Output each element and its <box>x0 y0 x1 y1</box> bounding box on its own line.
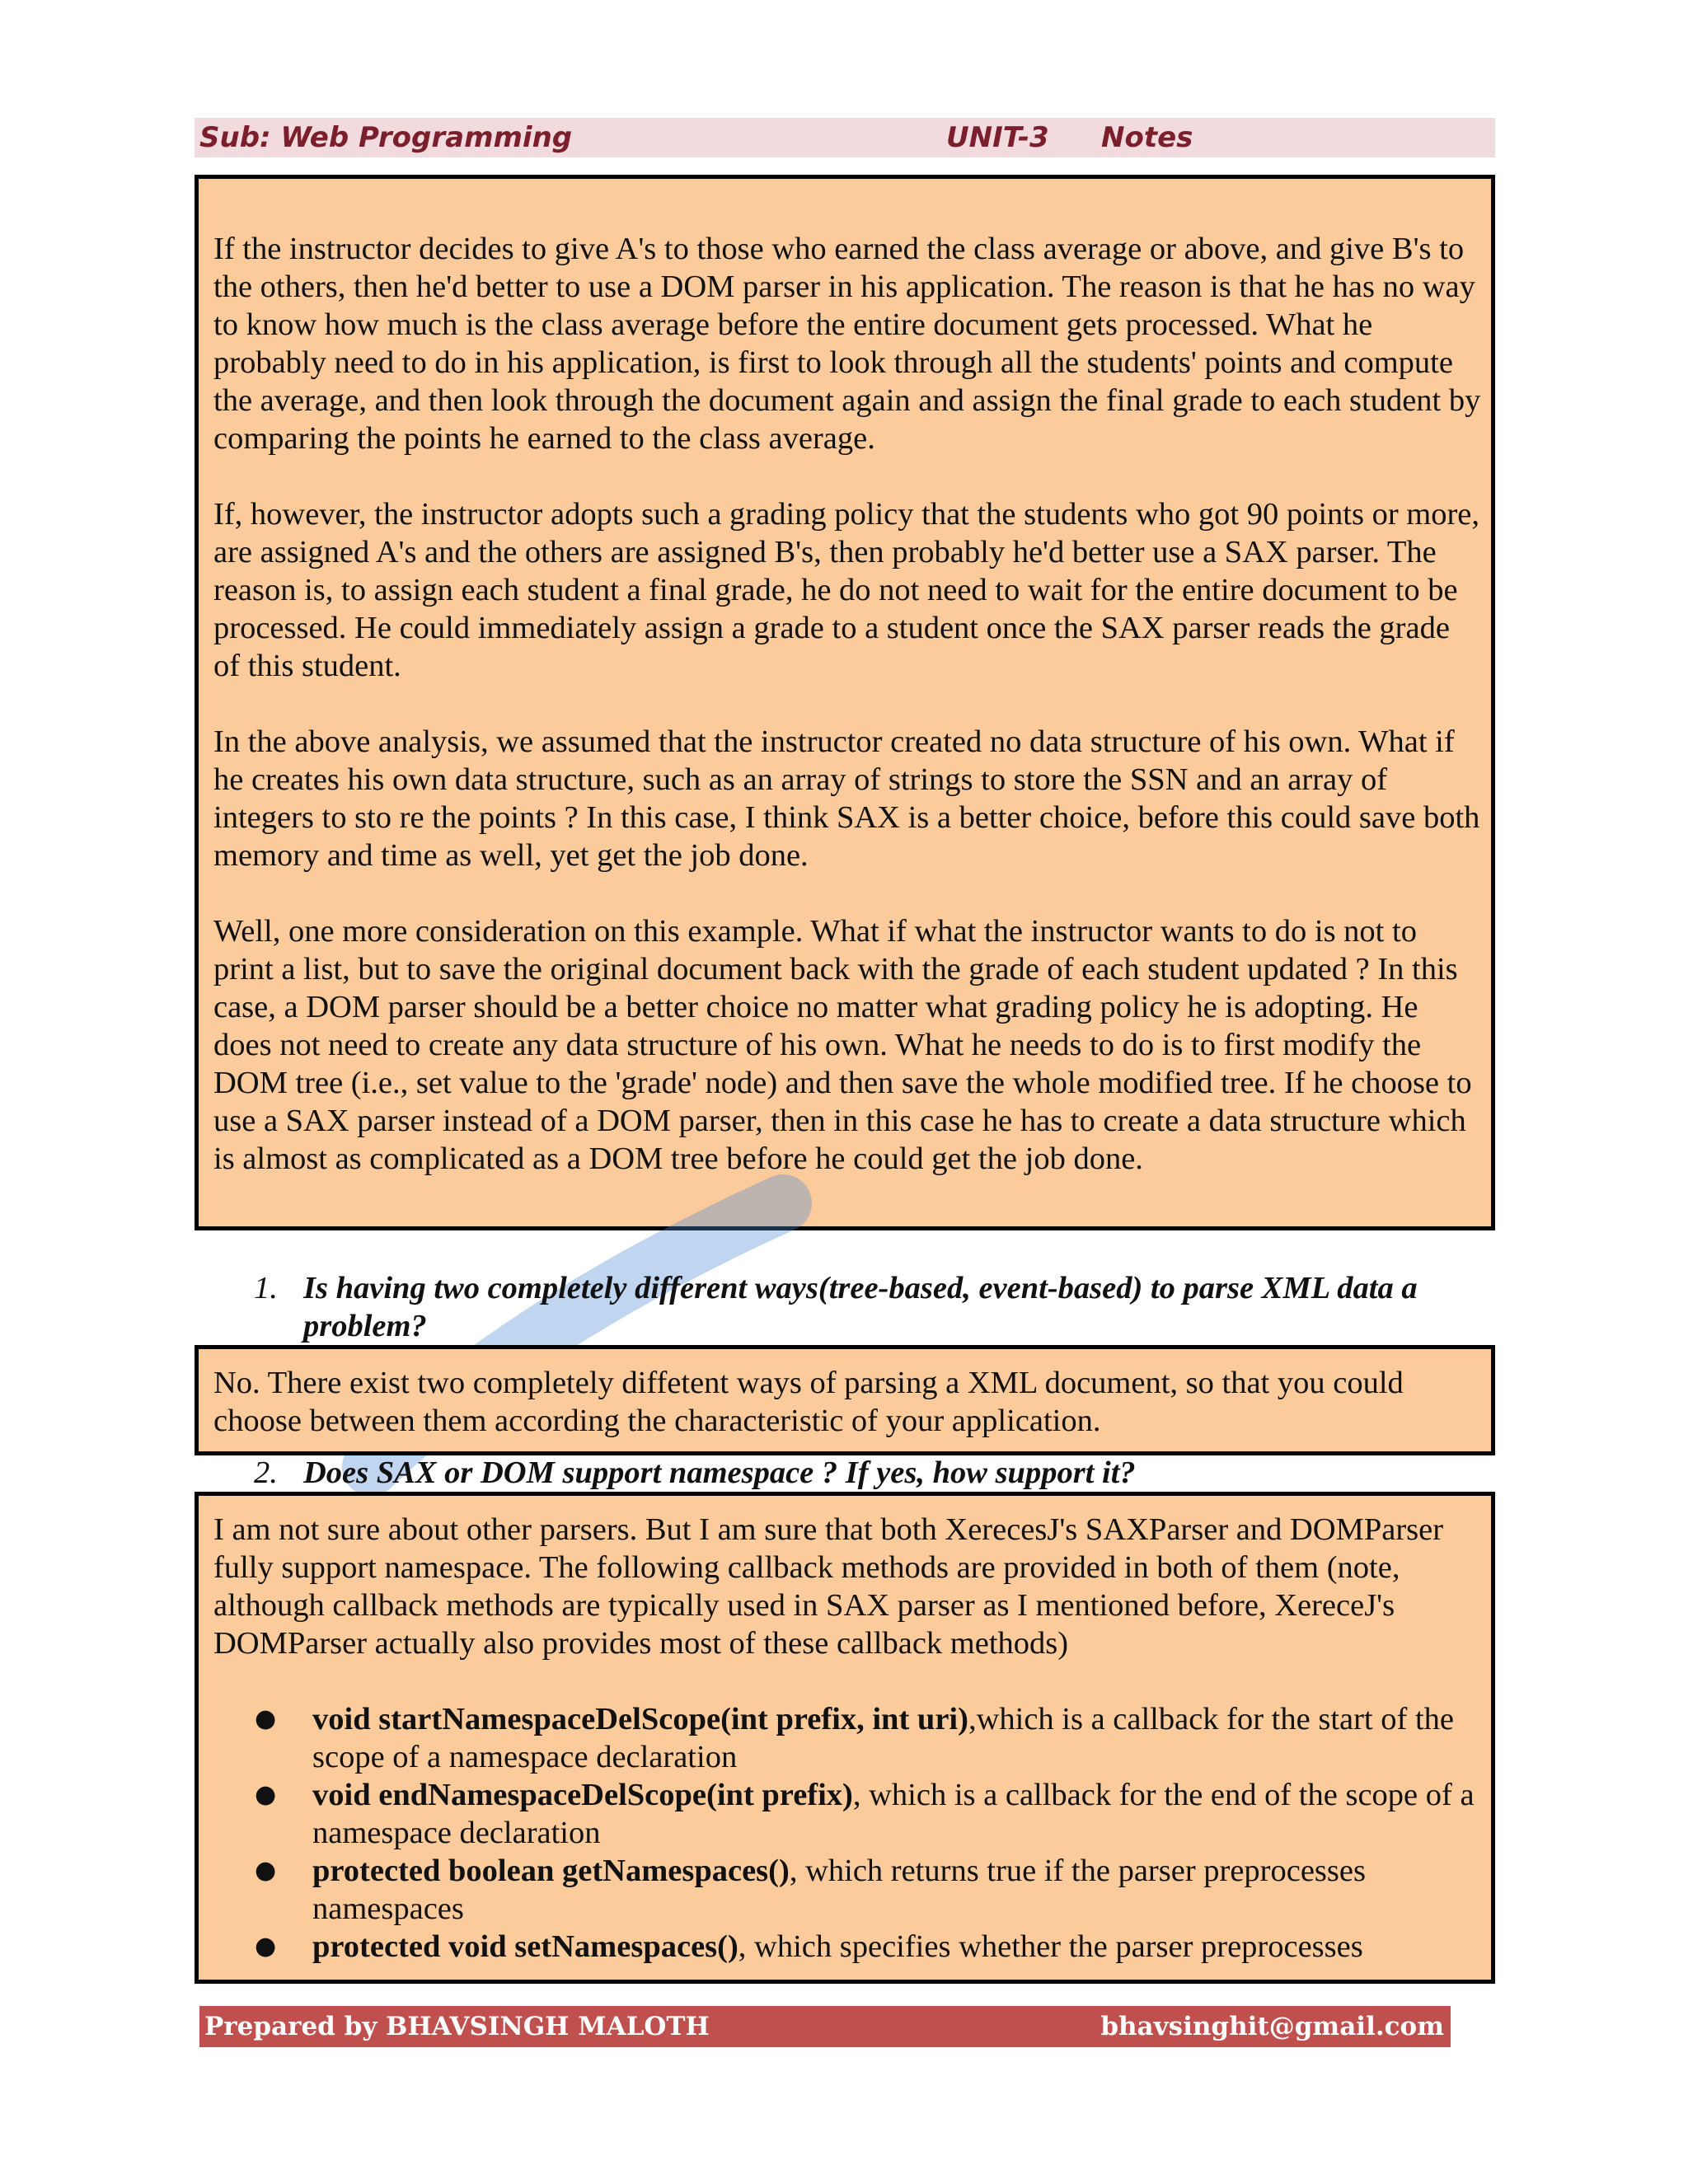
question-2 <box>254 1454 1490 1492</box>
callback-list <box>213 1700 1481 1966</box>
question-1 <box>254 1269 1490 1345</box>
question-number: 2. <box>254 1455 278 1490</box>
list-item <box>255 1852 1481 1928</box>
paragraph: If the instructor decides to give A's to those who earned the class average or above, and give B's to the others, then he'd better to use a DOM parser in his application. The reason is that he has no way to know how much is the class average before the entire document gets processed. What he probably need to do in his application, is first to look through all the students' points and compute the average, and then look through the document again and assign the final grade to each student by comparing the points he earned to the class average. <box>213 232 1481 456</box>
unit-label: UNIT-3 <box>946 121 1049 154</box>
answer-box-1 <box>195 1345 1495 1455</box>
author-email: bhavsinghit@gmail.com <box>1100 2012 1444 2041</box>
explanation-box <box>195 175 1495 1230</box>
method-signature: protected void setNamespaces() <box>312 1929 738 1964</box>
notes-label: Notes <box>1101 121 1193 154</box>
paragraph: In the above analysis, we assumed that the instructor created no data structure of his own. What if he creates his own data structure, such as an array of strings to store the SSN and an array of integers to sto re the points ? In this case, I think SAX is a better choice, before this could save both memory and time as well, yet get the job done. <box>213 724 1480 873</box>
subject-label: Sub: Web Programming <box>199 121 573 154</box>
list-item <box>255 1928 1481 1966</box>
method-description: , which returns true if the parser preprocesses namespaces <box>312 1854 1366 1926</box>
answer-box-2 <box>195 1492 1495 1984</box>
method-description: , which specifies whether the parser preprocesses <box>738 1929 1363 1964</box>
bullet-icon: ● <box>255 1856 277 1885</box>
list-item <box>255 1700 1481 1776</box>
paragraph: Well, one more consideration on this example. What if what the instructor wants to do is not to print a list, but to save the original document back with the grade of each student updated ? In this case, a DOM parser should be a better choice no matter what grading policy he is adopting. He does not need to create any data structure of his own. What he needs to do is to first modify the DOM tree (i.e., set value to the 'grade' node) and then save the whole modified tree. If he choose to use a SAX parser instead of a DOM parser, then in this case he has to create a data structure which is almost as complicated as a DOM tree before he could get the job done. <box>213 914 1472 1176</box>
method-description: , which is a callback for the end of the scope of a namespace declaration <box>312 1778 1475 1850</box>
author-label: Prepared by BHAVSINGH MALOTH <box>204 2012 710 2041</box>
method-signature: protected boolean getNamespaces() <box>312 1854 790 1888</box>
method-description: ,which is a callback for the start of the scope of a namespace declaration <box>312 1702 1454 1774</box>
bullet-icon: ● <box>255 1704 277 1733</box>
bullet-icon: ● <box>255 1780 277 1809</box>
question-text: Is having two completely different ways(tree-based, event-based) to parse XML data a problem? <box>303 1271 1418 1343</box>
question-text: Does SAX or DOM support namespace ? If yes, how support it? <box>303 1455 1136 1490</box>
answer-text: No. There exist two completely diffetent ways of parsing a XML document, so that you could choose between them according the characteristic of your application. <box>213 1366 1404 1438</box>
question-number: 1. <box>254 1271 278 1305</box>
page-footer <box>199 2006 1451 2047</box>
page-header <box>195 118 1495 157</box>
answer-intro: I am not sure about other parsers. But I am sure that both XerecesJ's SAXParser and DOMParser fully support namespace. The following callback methods are provided in both of them (note, although callback methods are typically used in SAX parser as I mentioned before, XereceJ's DOMParser actually also provides most of these callback methods) <box>213 1512 1444 1661</box>
list-item <box>255 1776 1481 1852</box>
method-signature: void startNamespaceDelScope(int prefix, int uri) <box>312 1702 968 1736</box>
paragraph: If, however, the instructor adopts such a grading policy that the students who got 90 points or more, are assigned A's and the others are assigned B's, then probably he'd better use a SAX parser. The reason is, to assign each student a final grade, he do not need to wait for the entire document to be processed. He could immediately assign a grade to a student once the SAX parser reads the grade of this student. <box>213 497 1480 683</box>
bullet-icon: ● <box>255 1932 277 1961</box>
method-signature: void endNamespaceDelScope(int prefix) <box>312 1778 853 1812</box>
